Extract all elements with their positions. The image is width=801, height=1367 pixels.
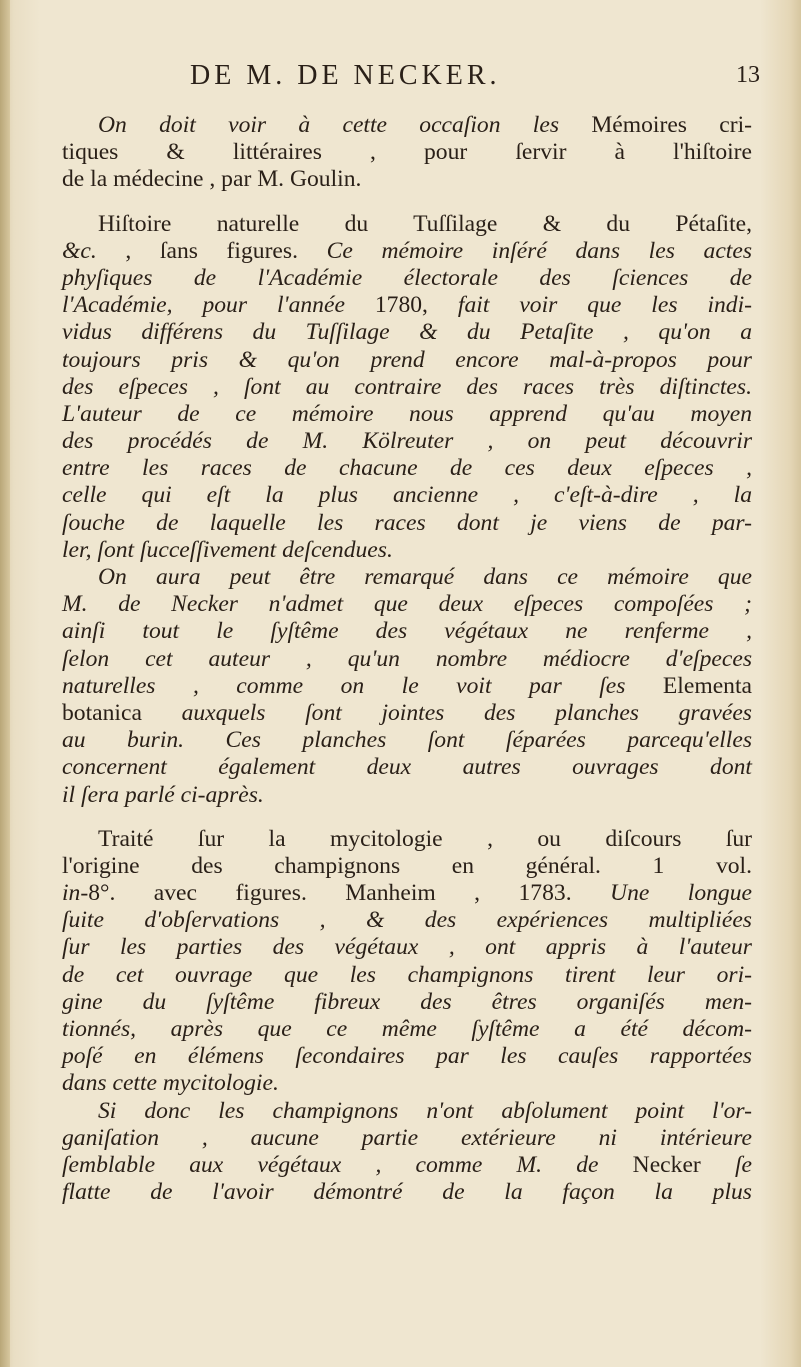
text-line — [62, 482, 752, 509]
text-line — [62, 139, 752, 166]
paragraph-gap — [62, 194, 752, 211]
roman-text: 1780, — [344, 292, 428, 319]
text-line — [62, 347, 752, 374]
italic-text: ainſi tout le ſyſtême des végétaux ne renferme , — [62, 618, 752, 645]
text-line — [62, 166, 752, 193]
text-line — [62, 880, 752, 907]
italic-text: ſuite d'obſervations , & des expériences multipliées — [62, 907, 752, 934]
italic-text: des eſpeces , ſont au contraire des races très diſtinctes. — [62, 373, 752, 400]
text-line — [62, 962, 752, 989]
italic-text: On aura peut être remarqué dans ce mémoire que — [98, 564, 752, 590]
page-number: 13 — [736, 62, 760, 88]
page-header — [60, 60, 760, 96]
page-gutter-shadow — [0, 0, 10, 1367]
text-line — [62, 455, 752, 482]
text-line — [62, 826, 752, 853]
roman-text: Hiſtoire naturelle du Tuſſilage & du Pétaſite, — [98, 210, 752, 237]
italic-text: fait voir que les indi- — [427, 292, 753, 319]
italic-text: dans cette mycitologie. — [62, 1070, 279, 1097]
roman-text: Traité ſur la mycitologie , ou diſcours ſur — [98, 825, 752, 852]
italic-text: M. de Necker n'admet que deux eſpeces compoſées ; — [62, 591, 752, 618]
text-line — [62, 510, 752, 537]
italic-text: Une longue — [571, 880, 752, 907]
paragraph — [62, 211, 752, 809]
roman-text: de la médecine , par M. Goulin. — [62, 166, 362, 193]
text-line — [62, 265, 752, 292]
italic-text: vidus différens du Tuſſilage & du Petaſite , qu'on a — [62, 319, 752, 346]
text-line — [62, 1070, 752, 1097]
italic-text: ganiſation , aucune partie extérieure ni intérieure — [62, 1124, 752, 1151]
italic-text: celle qui eſt la plus ancienne , c'eſt-à-dire , la — [62, 482, 752, 509]
italic-text: Si donc les champignons n'ont abſolument point l'or- — [98, 1097, 752, 1124]
italic-text: concernent également deux autres ouvrages dont — [62, 754, 752, 781]
text-line — [62, 618, 752, 645]
italic-text: toujours pris & qu'on prend encore mal-à-propos pour — [62, 346, 752, 373]
roman-text: Necker — [598, 1151, 701, 1178]
italic-text: gine du ſyſtême fibreux des êtres organiſés men- — [62, 988, 752, 1015]
roman-text: botanica — [62, 699, 142, 726]
roman-text: Elementa — [625, 672, 752, 699]
italic-text: au burin. Ces planches ſont ſéparées parcequ'elles — [62, 727, 752, 754]
running-title: DE M. DE NECKER. — [190, 60, 501, 91]
roman-text: -8°. avec figures. Manheim , 1783. — [80, 880, 572, 907]
text-line — [62, 401, 752, 428]
italic-text: On doit voir à cette occaſion les — [98, 112, 560, 138]
italic-text: naturelles , comme on le voit par ſes — [62, 672, 626, 699]
italic-text: auxquels ſont jointes des planches gravées — [141, 699, 752, 726]
text-line — [62, 564, 752, 591]
text-line — [62, 782, 752, 809]
text-line — [62, 853, 752, 880]
italic-text: entre les races de chacune de ces deux eſpeces , — [62, 455, 752, 482]
text-line — [62, 1043, 752, 1070]
text-line — [62, 428, 752, 455]
roman-text: l'origine des champignons en général. 1 vol. — [62, 852, 752, 879]
text-line — [62, 374, 752, 401]
italic-text: ler, ſont ſucceſſivement deſcendues. — [62, 536, 393, 563]
roman-text: tiques & littéraires , pour ſervir à l'hiſtoire — [62, 139, 752, 166]
roman-text: , ſans figures. — [96, 237, 298, 264]
italic-text: ſemblable aux végétaux , comme M. de — [62, 1151, 599, 1178]
text-line — [62, 292, 752, 319]
roman-text: Mémoires cri- — [559, 112, 753, 138]
paragraph — [62, 112, 752, 194]
italic-text: des procédés de M. Kölreuter , on peut découvrir — [62, 428, 752, 455]
italic-text: L'auteur de ce mémoire nous apprend qu'au moyen — [62, 400, 752, 427]
paragraph — [62, 826, 752, 1207]
italic-text: il ſera parlé ci-après. — [62, 781, 264, 808]
text-line — [62, 934, 752, 961]
text-line — [62, 1016, 752, 1043]
text-line — [62, 211, 752, 238]
text-line — [62, 1098, 752, 1125]
text-line — [62, 989, 752, 1016]
italic-text: flatte de l'avoir démontré de la façon la plus — [62, 1179, 752, 1206]
text-line — [62, 1179, 752, 1206]
text-line — [62, 754, 752, 781]
text-line — [62, 238, 752, 265]
text-line — [62, 112, 752, 139]
italic-text: ſelon cet auteur , qu'un nombre médiocre d'eſpeces — [62, 645, 752, 672]
paragraph-gap — [62, 809, 752, 826]
italic-text: ſouche de laquelle les races dont je viens de par- — [62, 509, 752, 536]
italic-text: ſur les parties des végétaux , ont appris à l'auteur — [62, 934, 752, 961]
italic-text: Ce mémoire inſéré dans les actes — [297, 237, 753, 264]
text-line — [62, 1152, 752, 1179]
italic-text: tionnés, après que ce même ſyſtême a été décom- — [62, 1016, 752, 1042]
italic-text: de cet ouvrage que les champignons tirent leur ori- — [62, 961, 752, 988]
text-line — [62, 907, 752, 934]
italic-text: poſé en élémens ſecondaires par les cauſes rapportées — [62, 1043, 752, 1070]
text-line — [62, 591, 752, 618]
text-line — [62, 700, 752, 727]
text-line — [62, 537, 752, 564]
italic-text: l'Académie, pour l'année — [62, 292, 345, 319]
italic-text: in — [62, 880, 81, 907]
text-line — [62, 673, 752, 700]
text-line — [62, 646, 752, 673]
italic-text: ſe — [700, 1151, 752, 1178]
text-line — [62, 319, 752, 346]
text-line — [62, 727, 752, 754]
body-text — [62, 112, 752, 1206]
italic-text: &c. — [62, 237, 97, 264]
italic-text: phyſiques de l'Académie électorale des ſciences de — [62, 264, 752, 291]
text-line — [62, 1125, 752, 1152]
